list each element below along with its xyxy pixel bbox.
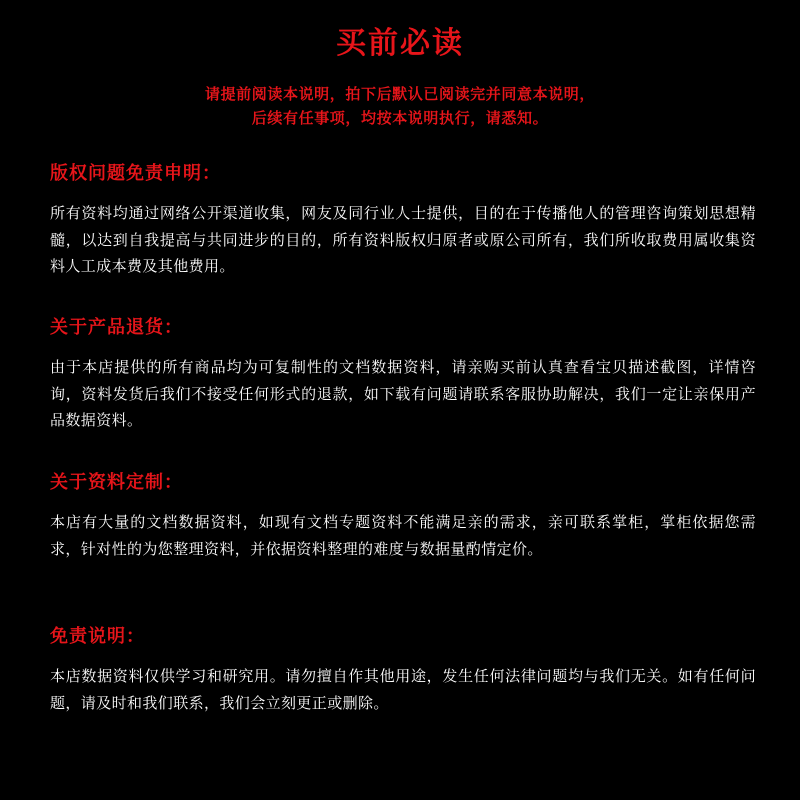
copyright-disclaimer-text: 所有资料均通过网络公开渠道收集，网友及同行业人士提供，目的在于传播他人的管理咨询策划思想精髓，以达到自我提高与共同进步的目的，所有资料版权归原者或原公司所有，我们所收取费用属收集资料人工成本费及其他费用。 [50,204,756,275]
copyright-disclaimer-heading: 版权问题免责申明： [50,163,221,184]
returns-policy-text: 由于本店提供的所有商品均为可复制性的文档数据资料，请亲购买前认真查看宝贝描述截图，详情咨询，资料发货后我们不接受任何形式的退款，如下载有问题请联系客服协助解决，我们一定让亲保用产品数据资料。 [50,358,756,429]
disclaimer-text: 本店数据资料仅供学习和研究用。请勿擅自作其他用途，发生任何法律问题均与我们无关。如有任何问题，请及时和我们联系，我们会立刻更正或删除。 [50,667,756,712]
disclaimer-heading: 免责说明： [50,626,145,647]
customization-heading: 关于资料定制： [50,472,183,493]
notice-line-2: 后续有任事项，均按本说明执行，请悉知。 [251,109,549,127]
returns-policy-heading: 关于产品退货： [50,317,183,338]
page-title: 买前必读 [336,26,464,61]
customization-text: 本店有大量的文档数据资料，如现有文档专题资料不能满足亲的需求，亲可联系掌柜，掌柜依据您需求，针对性的为您整理资料，并依据资料整理的难度与数据量酌情定价。 [50,513,756,558]
notice-line-1: 请提前阅读本说明，拍下后默认已阅读完并同意本说明， [204,85,595,103]
